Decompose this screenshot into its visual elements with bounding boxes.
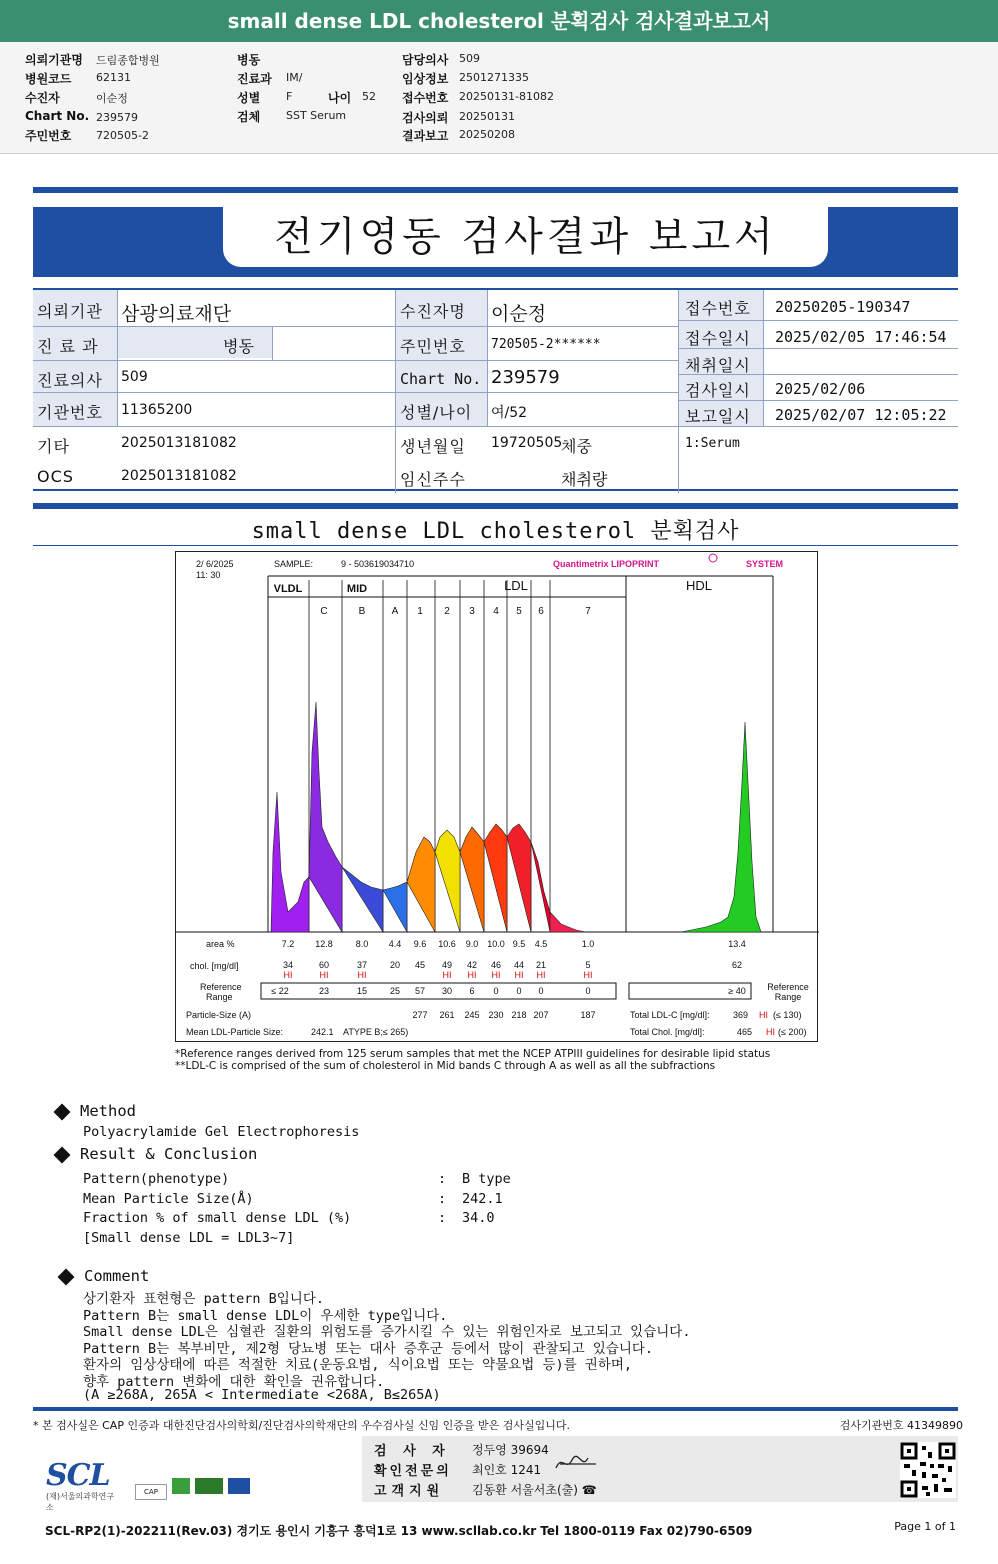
- particle-size-value: 187: [580, 1010, 596, 1020]
- ref-value: ≥ 40: [728, 986, 746, 996]
- group-label-ldl: LDL: [504, 578, 528, 593]
- certification-note: * 본 검사실은 CAP 인증과 대한진단검사의학회/진단검사의학재단의 우수검사실 신임 인증을 받은 검사실입니다. 검사기관번호 41349890: [33, 1419, 963, 1432]
- comment-line: Small dense LDL은 심혈관 질환의 위험도를 증가시킬 수 있는 위험인자로 보고되고 있습니다.: [83, 1324, 691, 1340]
- specimen-type: 1:Serum: [685, 436, 740, 451]
- result-label-pattern: Pattern(phenotype): [83, 1171, 230, 1187]
- footer-rule: [33, 1407, 958, 1411]
- ref-value: 0: [538, 986, 544, 996]
- ref-value: 6: [469, 986, 475, 996]
- ref-value: 0: [516, 986, 522, 996]
- doctor-value-2: 509: [121, 369, 148, 385]
- area-value: 4.4: [388, 939, 402, 949]
- header-info-panel: [0, 42, 998, 154]
- density-trace: [484, 824, 507, 932]
- total-ldl-value: 369: [733, 1010, 749, 1020]
- right-ref-label: Reference: [767, 982, 809, 992]
- area-value: 7.2: [281, 939, 295, 949]
- band-label: 4: [493, 606, 499, 617]
- area-value: 9.6: [413, 939, 427, 949]
- band-label: 6: [538, 606, 544, 617]
- mean-size-label: Mean LDL-Particle Size:: [186, 1027, 284, 1037]
- pregnancy-label: 임신주수: [400, 470, 466, 489]
- density-trace: [435, 830, 460, 932]
- etc-label: 기타: [37, 437, 70, 456]
- dept-label-2: 진 료 과: [37, 337, 99, 356]
- hospital-code-label: 병원코드: [25, 72, 72, 86]
- etc-value: 2025013181082: [121, 435, 237, 451]
- result-value-fraction: 34.0: [462, 1210, 495, 1226]
- density-trace: [507, 824, 531, 932]
- weight-label: 체중: [561, 437, 592, 456]
- confirm-value: 최인호 1241: [472, 1463, 542, 1477]
- area-value: 10.0: [487, 939, 505, 949]
- chol-value: 49: [441, 960, 453, 970]
- particle-size-value: 245: [464, 1010, 480, 1020]
- patient-name-value: 이순정: [491, 303, 547, 325]
- lipoprint-chart-svg: [176, 552, 819, 1043]
- examiner-label: 검 사 자: [374, 1444, 451, 1459]
- group-label-mid: MID: [346, 583, 368, 595]
- chart-no-value-2: 239579: [491, 367, 560, 388]
- particle-size-value: 261: [439, 1010, 455, 1020]
- inst-no-label: 기관번호: [37, 403, 103, 422]
- chart-no-value: 239579: [96, 111, 138, 124]
- ref-value: 57: [414, 986, 426, 996]
- chart-no-label-2: Chart No.: [400, 370, 482, 388]
- patient-info-table: [33, 288, 958, 491]
- chart-time: 11: 30: [196, 570, 221, 580]
- dept-value-2: 병동: [223, 337, 254, 356]
- chol-value: 21: [535, 960, 547, 970]
- method-text: Polyacrylamide Gel Electrophoresis: [83, 1124, 360, 1140]
- receipt-date-value: 2025/02/05 17:46:54: [775, 328, 947, 346]
- ocs-value: 2025013181082: [121, 468, 237, 484]
- org-value: 삼광의료재단: [121, 303, 232, 325]
- result-heading: Result & Conclusion: [56, 1145, 257, 1163]
- area-value: 4.5: [534, 939, 548, 949]
- footer-address: SCL-RP2(1)-202211(Rev.03) 경기도 용인시 기흥구 흥덕1로 13 www.scllab.co.kr Tel 1800-0119 Fax 02)790-6509: [45, 1524, 753, 1538]
- area-row-label: area %: [206, 939, 235, 949]
- clinical-info-value: 2501271335: [459, 71, 529, 84]
- hi-flag: HI: [442, 970, 452, 980]
- comment-line: 상기환자 표현형은 pattern B입니다.: [83, 1291, 324, 1307]
- dept-value: IM/: [286, 71, 303, 84]
- signature-box: [362, 1436, 958, 1502]
- ref-value: 25: [389, 986, 401, 996]
- density-trace: [342, 867, 383, 932]
- result-note: [Small dense LDL = LDL3~7]: [83, 1230, 295, 1246]
- ref-value: 0: [585, 986, 591, 996]
- diamond-bullet-icon: [58, 1268, 75, 1285]
- comment-line: Pattern B는 small dense LDL이 우세한 type입니다.: [83, 1308, 448, 1324]
- density-trace: [383, 882, 407, 932]
- examiner-value: 정두영 39694: [472, 1443, 549, 1457]
- report-banner-title: 전기영동 검사결과 보고서: [223, 207, 828, 267]
- band-label: B: [358, 606, 366, 617]
- support-value: 김동환 서울서초(출) ☎: [472, 1483, 597, 1497]
- test-date-label: 검사일시: [685, 381, 751, 400]
- top-rule: [33, 187, 958, 193]
- lab-number: 검사기관번호 41349890: [839, 1419, 963, 1432]
- report-date-value: 20250208: [459, 128, 515, 141]
- sex-age-label: 성별/나이: [400, 403, 473, 422]
- area-value: 8.0: [355, 939, 369, 949]
- comment-heading: Comment: [60, 1267, 149, 1285]
- ref-value: 23: [318, 986, 330, 996]
- band-label: A: [391, 606, 399, 617]
- comment-line: Pattern B는 복부비만, 제2형 당뇨병 또는 대사 증후군 등에서 많이 관찰되고 있습니다.: [83, 1341, 654, 1357]
- total-ldl-label: Total LDL-C [mg/dl]:: [630, 1010, 710, 1020]
- chol-value: 5: [585, 960, 591, 970]
- chol-value: 20: [389, 960, 401, 970]
- total-ldl-flag: HI: [759, 1010, 768, 1020]
- band-label: 1: [417, 606, 423, 617]
- doctor-label: 담당의사: [402, 53, 449, 67]
- density-trace: [309, 702, 342, 932]
- hi-flag: HI: [467, 970, 477, 980]
- footnote-2: **LDL-C is comprised of the sum of cholesterol in Mid bands C through A as well as all the subfractions: [175, 1060, 716, 1072]
- ref-value: 15: [356, 986, 368, 996]
- area-value: 12.8: [315, 939, 333, 949]
- dob-value: 19720505: [491, 435, 563, 451]
- report-banner: [33, 207, 958, 277]
- footnote-1: *Reference ranges derived from 125 serum samples that met the NCEP ATPIII guidelines for desirable lipid status: [175, 1048, 771, 1060]
- particle-size-value: 230: [488, 1010, 504, 1020]
- density-trace: [271, 792, 309, 932]
- dob-label: 생년월일: [400, 437, 466, 456]
- collection-date-label: 채취일시: [685, 356, 751, 375]
- ref-value: 0: [493, 986, 499, 996]
- doctor-label-2: 진료의사: [37, 371, 103, 390]
- total-chol-ref: (≤ 200): [778, 1027, 807, 1037]
- total-chol-label: Total Chol. [mg/dl]:: [630, 1027, 705, 1037]
- ward-label: 병동: [237, 53, 261, 67]
- hospital-name-value: 드림종합병원: [96, 54, 160, 67]
- test-date-value: 2025/02/06: [775, 380, 866, 398]
- density-trace: [407, 837, 435, 932]
- chol-value: 46: [490, 960, 502, 970]
- system-suffix: SYSTEM: [746, 559, 784, 569]
- comment-line: 향후 pattern 변화에 대한 확인을 권유합니다.: [83, 1374, 385, 1390]
- hospital-code-value: 62131: [96, 71, 131, 84]
- band-label: 3: [469, 606, 475, 617]
- inst-no-value: 11365200: [121, 402, 193, 418]
- specimen-value: SST Serum: [286, 109, 347, 122]
- band-label: 5: [516, 606, 522, 617]
- hi-flag: HI: [357, 970, 367, 980]
- mean-size-value: 242.1: [311, 1027, 334, 1037]
- rrn-label: 주민번호: [25, 129, 72, 143]
- scl-logo: SCL (재)서울의과학연구소: [46, 1458, 115, 1512]
- chol-value: 60: [318, 960, 330, 970]
- section-title: small dense LDL cholesterol 분획검사: [251, 519, 740, 544]
- request-date-label: 검사의뢰: [402, 111, 449, 125]
- qr-code-icon: [900, 1442, 956, 1498]
- receipt-no-label: 접수번호: [402, 91, 449, 105]
- particle-size-value: 207: [533, 1010, 549, 1020]
- area-value: 9.0: [465, 939, 479, 949]
- result-label-size: Mean Particle Size(Å): [83, 1191, 254, 1207]
- ref-value: 30: [441, 986, 453, 996]
- rrn-label-2: 주민번호: [400, 337, 466, 356]
- right-ref-label: Range: [774, 992, 802, 1002]
- ocs-label: OCS: [37, 467, 74, 486]
- group-label-vldl: VLDL: [273, 583, 303, 595]
- total-chol-value: 465: [737, 1027, 753, 1037]
- density-trace: [550, 912, 586, 932]
- ref-value: ≤ 22: [271, 986, 289, 996]
- comment-line: (A ≥268A, 265A < Intermediate <268A, B≤265A): [83, 1387, 441, 1403]
- sex-age-value: 여/52: [491, 405, 528, 421]
- particle-size-value: 277: [412, 1010, 428, 1020]
- certification-logos-icon: CAP: [135, 1478, 257, 1500]
- sex-label: 성별: [237, 91, 261, 105]
- method-heading: Method: [56, 1102, 136, 1120]
- sample-id: 9 - 503619034710: [341, 559, 415, 569]
- band-label: 7: [585, 606, 591, 617]
- doctor-value: 509: [459, 52, 480, 65]
- area-value: 13.4: [728, 939, 746, 949]
- rrn-value: 720505-2: [96, 129, 149, 142]
- receipt-no-value: 20250131-81082: [459, 90, 554, 103]
- clinical-info-label: 임상정보: [402, 72, 449, 86]
- request-date-value: 20250131: [459, 110, 515, 123]
- chol-row-label: chol. [mg/dl]: [190, 961, 239, 971]
- band-label: C: [320, 606, 328, 617]
- patient-value: 이순정: [96, 92, 128, 105]
- ref-row-label: Range: [206, 992, 233, 1002]
- hi-flag: HI: [283, 970, 293, 980]
- hi-flag: HI: [583, 970, 593, 980]
- hi-flag: HI: [514, 970, 524, 980]
- chol-value: 37: [356, 960, 368, 970]
- lipoprint-chart: [175, 551, 818, 1042]
- hospital-name-label: 의뢰기관명: [25, 53, 83, 67]
- group-label-hdl: HDL: [685, 578, 713, 593]
- density-trace: [460, 827, 484, 932]
- diamond-bullet-icon: [54, 1103, 71, 1120]
- confirm-label: 확인전문의: [374, 1464, 452, 1479]
- particle-size-value: 218: [511, 1010, 527, 1020]
- area-value: 9.5: [512, 939, 526, 949]
- receipt-no-label-2: 접수번호: [685, 299, 751, 318]
- chol-value: 45: [414, 960, 426, 970]
- chart-no-label: Chart No.: [25, 109, 90, 123]
- page-number: Page 1 of 1: [894, 1520, 956, 1533]
- section-rule: [33, 503, 958, 509]
- band-label: 2: [444, 606, 450, 617]
- receipt-no-value-2: 20250205-190347: [775, 298, 911, 316]
- area-value: 10.6: [438, 939, 456, 949]
- patient-name-label: 수진자명: [400, 302, 466, 321]
- support-label: 고객지원: [374, 1484, 445, 1499]
- chol-value: 34: [282, 960, 294, 970]
- result-label-fraction: Fraction % of small dense LDL (%): [83, 1210, 352, 1226]
- result-value-size: 242.1: [462, 1191, 503, 1207]
- patient-label: 수진자: [25, 91, 60, 105]
- ref-row-label: Reference: [200, 982, 242, 992]
- chol-value: 44: [513, 960, 525, 970]
- volume-label: 채취량: [561, 470, 608, 489]
- result-value-pattern: B type: [462, 1171, 511, 1187]
- chol-value: 42: [466, 960, 478, 970]
- ref-range-box: [261, 983, 616, 999]
- mean-size-type: ATYPE B;≤ 265): [343, 1027, 409, 1037]
- density-trace: [681, 722, 761, 932]
- chol-value: 62: [731, 960, 743, 970]
- age-label: 나이: [328, 91, 352, 105]
- report-date-value-2: 2025/02/07 12:05:22: [775, 406, 947, 424]
- report-date-label: 결과보고: [402, 129, 449, 143]
- report-date-label-2: 보고일시: [685, 407, 751, 426]
- age-value: 52: [362, 90, 376, 103]
- hi-flag: HI: [319, 970, 329, 980]
- dept-label: 진료과: [237, 72, 272, 86]
- receipt-date-label: 접수일시: [685, 329, 751, 348]
- registered-icon: [709, 554, 717, 562]
- org-label: 의뢰기관: [37, 302, 103, 321]
- diamond-bullet-icon: [54, 1146, 71, 1163]
- sex-value: F: [286, 90, 293, 103]
- chart-date: 2/ 6/2025: [196, 559, 234, 569]
- report-header-title: small dense LDL cholesterol 분획검사 검사결과보고서: [0, 0, 998, 42]
- total-ldl-ref: (≤ 130): [773, 1010, 802, 1020]
- hi-flag: HI: [536, 970, 546, 980]
- system-name: Quantimetrix LIPOPRINT: [553, 559, 660, 569]
- density-trace: [531, 842, 550, 932]
- hi-flag: HI: [491, 970, 501, 980]
- area-value: 1.0: [581, 939, 595, 949]
- rrn-value-2: 720505-2******: [491, 337, 601, 352]
- total-chol-flag: HI: [766, 1027, 775, 1037]
- signature-icon: [552, 1452, 602, 1474]
- sample-label: SAMPLE:: [274, 559, 314, 569]
- particle-size-label: Particle-Size (A): [186, 1010, 252, 1020]
- specimen-label: 검체: [237, 110, 261, 124]
- comment-line: 환자의 임상상태에 따른 적절한 치료(운동요법, 식이요법 또는 약물요법 등)를 권하며,: [83, 1357, 633, 1373]
